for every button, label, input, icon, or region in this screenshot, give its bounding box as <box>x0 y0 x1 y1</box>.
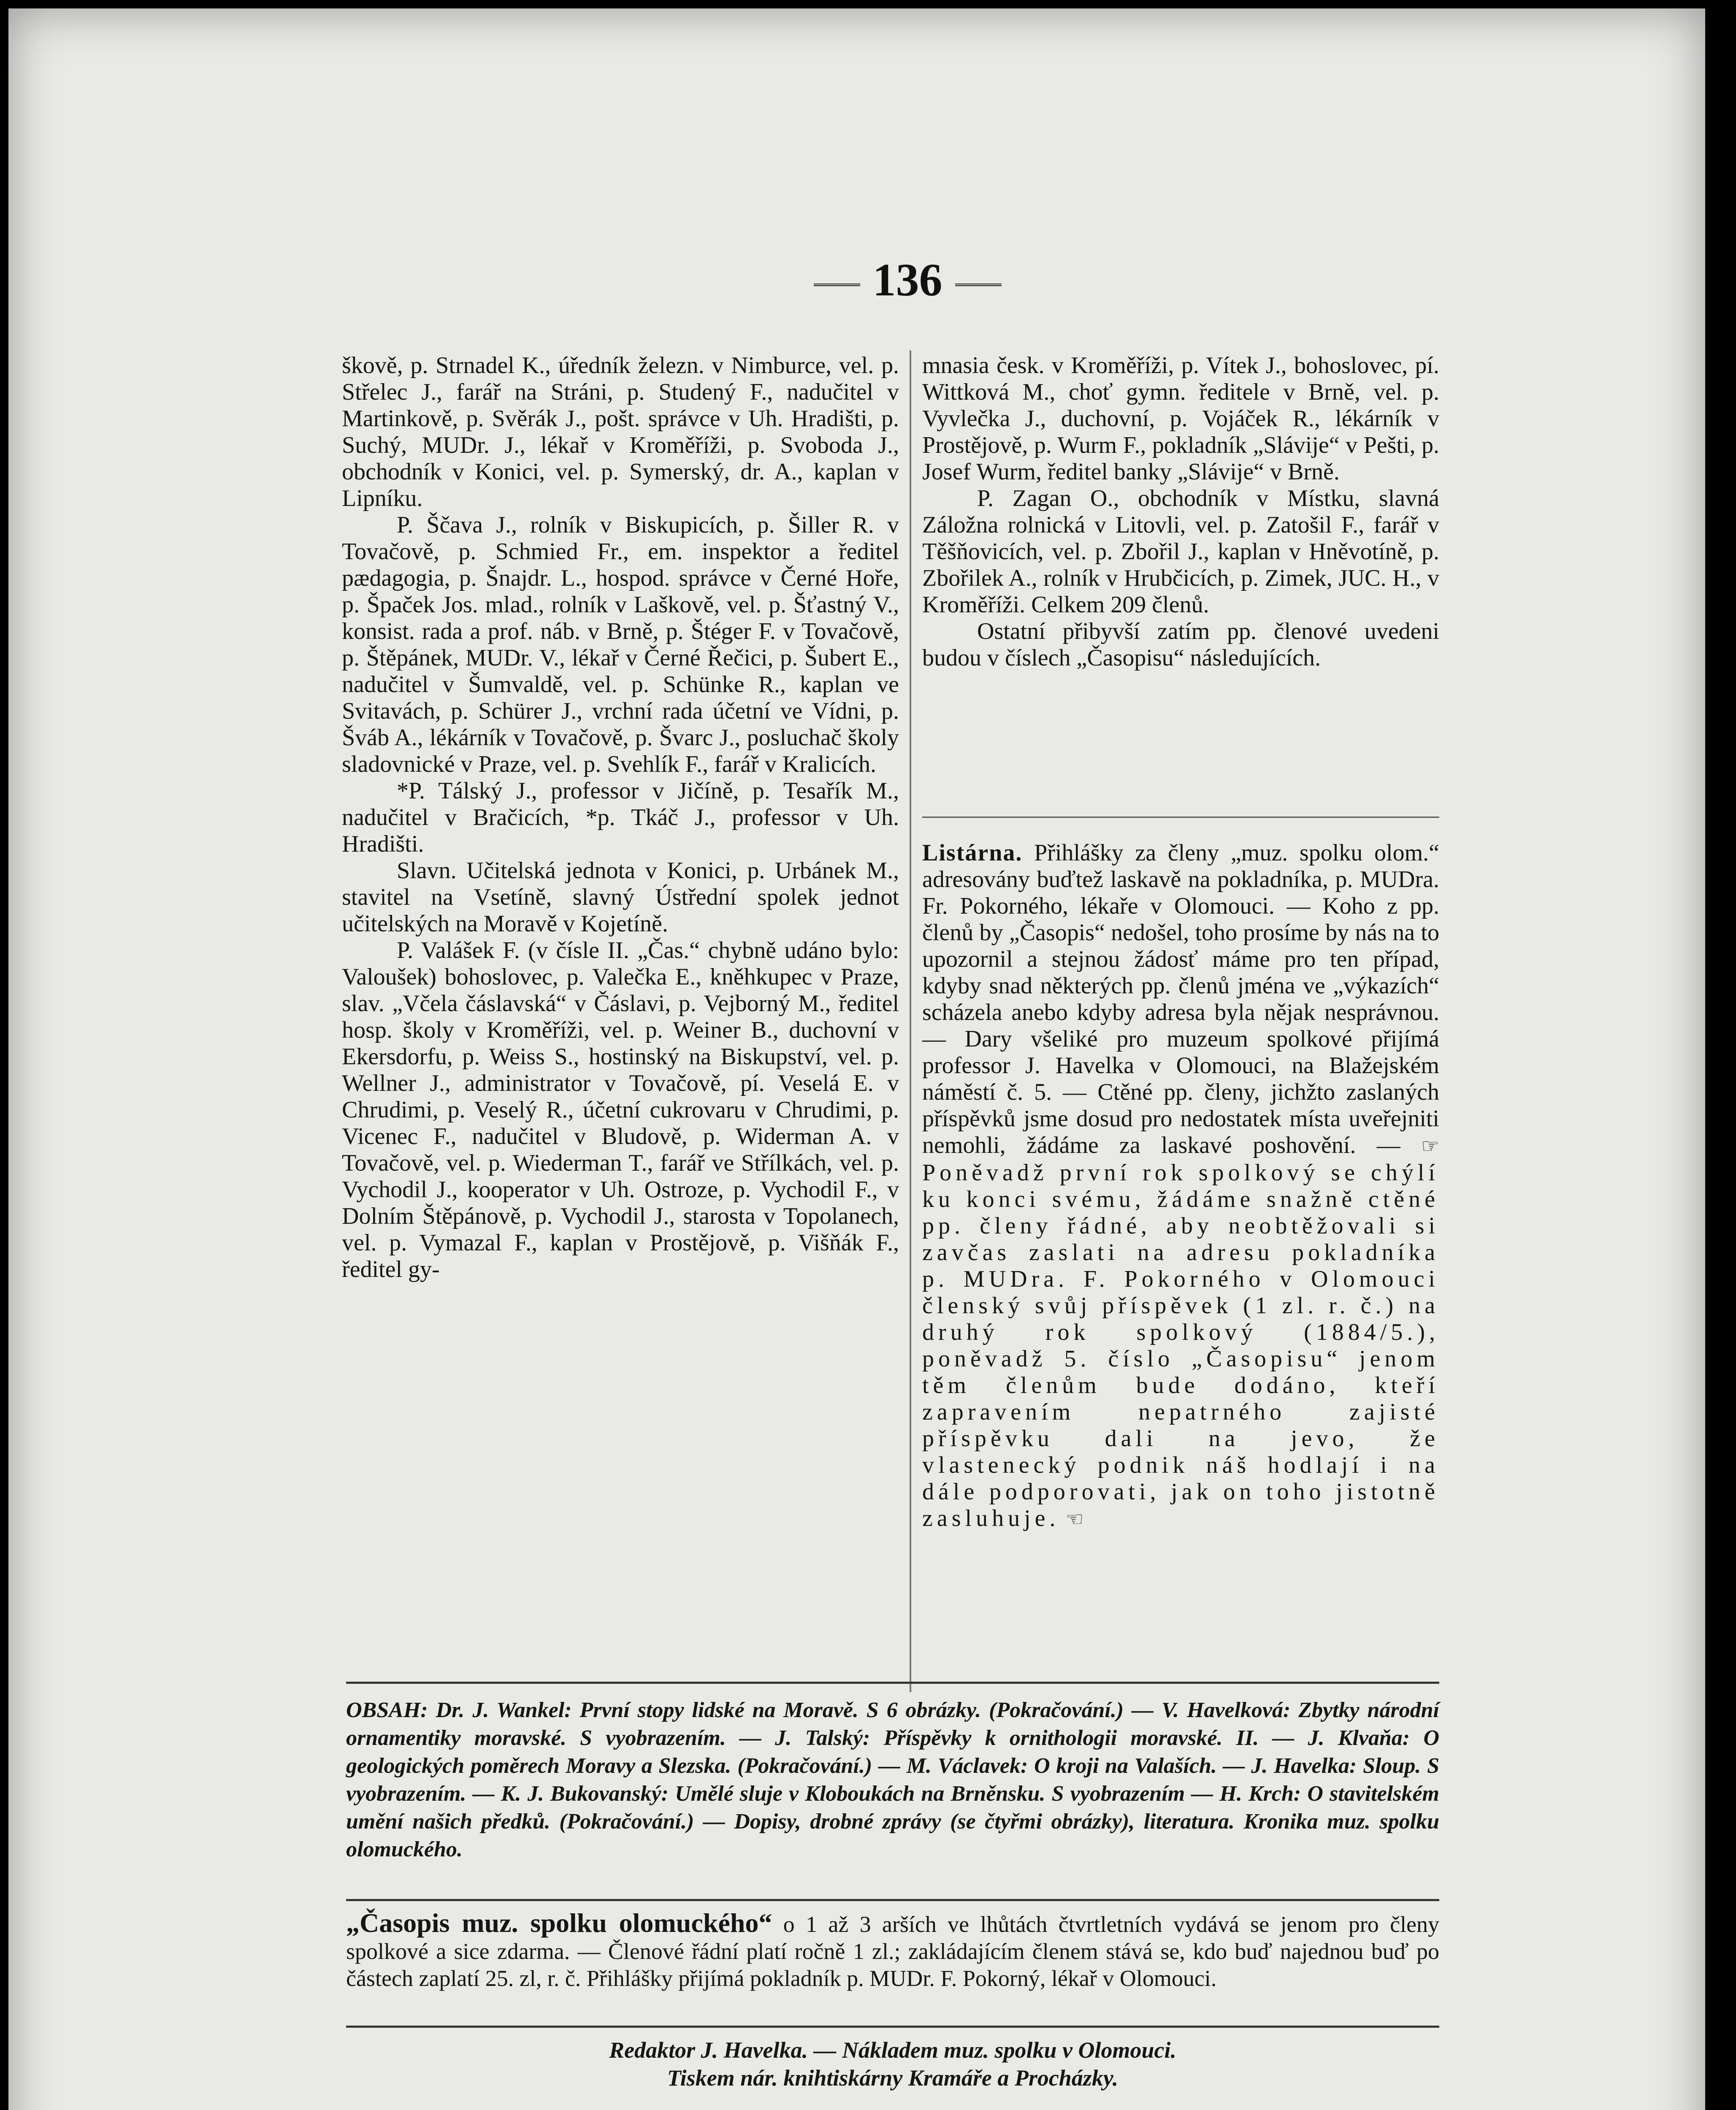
decorative-dash <box>955 284 1002 286</box>
contents-section <box>346 1696 1439 1864</box>
paragraph: *P. Tálský J., professor v Jičíně, p. Tesařík M., nadučitel v Bračicích, *p. Tkáč J., professor v Uh. Hradišti. <box>342 778 899 857</box>
paragraph: škově, p. Strnadel K., úředník železn. v Nimburce, vel. p. Střelec J., farář na Stráni, p. Studený F., nadučitel v Martinkově, p. Svěrák J., pošt. správce v Uh. Hradišti, p. Suchý, MUDr. J., lékař v Kroměříži, p. Svoboda J., obchodník v Konici, vel. p. Symerský, dr. A., kaplan v Lipníku. <box>342 352 899 511</box>
imprint-line: Redaktor J. Havelka. — Nákladem muz. spolku v Olomouci. <box>609 2037 1176 2063</box>
section-divider <box>922 817 1439 818</box>
imprint-line: Tiskem nár. knihtiskárny Kramáře a Procházky. <box>667 2065 1119 2091</box>
paragraph: mnasia česk. v Kroměříži, p. Vítek J., bohoslovec, pí. Wittková M., choť gymn. ředitele v Brně, vel. p. Vyvlečka J., duchovní, p. Vojáček R., lékárník v Prostějově, p. Wurm F., pokladník „Slávije“ v Pešti, p. Josef Wurm, ředitel banky „Slávije“ v Brně. <box>922 352 1439 485</box>
left-column <box>342 352 899 1283</box>
page-number: 136 <box>872 254 942 306</box>
horizontal-rule <box>346 2026 1439 2028</box>
listarna-notice: Poněvadž první rok spolkový se chýlí ku konci svému, žádáme snažně ctěné pp. členy řádné, aby neobtěžovali si zavčas zaslati na adresu pokladníka p. MUDra. F. Pokorného v Olomouci členský svůj příspěvek (1 zl. r. č.) na druhý rok spolkový (1884/5.), poněvadž 5. číslo „Časopisu“ jenom těm členům bude dodáno, kteří zapravením nepatrného zajisté příspěvku dali na jevo, že vlastenecký podnik náš hodlají i na dále podporovati, jak on toho jistotně zasluhuje. <box>922 1160 1439 1531</box>
paragraph: P. Ščava J., rolník v Biskupicích, p. Šiller R. v Tovačově, p. Schmied Fr., em. inspektor a ředitel pædagogia, p. Šnajdr. L., hospod. správce v Černé Hoře, p. Špaček Jos. mlad., rolník v Laškově, vel. p. Šťastný V., konsist. rada a prof. náb. v Brně, p. Štéger F. v Tovačově, p. Štěpánek, MUDr. V., lékař v Černé Řečici, p. Šubert E., nadučitel v Šumvaldě, vel. p. Schünke R., kaplan ve Svitavách, p. Schürer J., vrchní rada účetní ve Vídni, p. Šváb A., lékárník v Tovačově, p. Švarc J., posluchač školy sladovnické v Praze, vel. p. Svehlík F., farář v Kralicích. <box>342 512 899 777</box>
casopis-text: o 1 až 3 arších ve lhůtách čtvrtletních vydává se jenom pro členy spolkové a sice zdarma. — Členové řádní platí ročně 1 zl.; zakládajícím členem stává se, kdo buď najednou buď po částech zaplatí 25. zl, r. č. Přihlášky přijímá pokladník p. MUDr. F. Pokorný, lékař v Olomouci. <box>346 1912 1440 1991</box>
paragraph: P. Zagan O., obchodník v Místku, slavná Záložna rolnická v Litovli, vel. p. Zatošil F., farář v Těšňovicích, vel. p. Zbořil J., kaplan v Hněvotíně, p. Zbořilek A., rolník v Hrubčicích, p. Zimek, JUC. H., v Kroměříži. Celkem 209 členů. <box>922 485 1439 618</box>
listarna-heading: Listárna. <box>922 840 1023 866</box>
paragraph: Slavn. Učitelská jednota v Konici, p. Urbánek M., stavitel na Vsetíně, slavný Ústřední spolek jednot učitelských na Moravě v Kojetíně. <box>342 858 899 937</box>
paragraph: Ostatní přibyvší zatím pp. členové uvedeni budou v číslech „Časopisu“ následujících. <box>922 618 1439 671</box>
horizontal-rule <box>346 1682 1439 1684</box>
imprint <box>346 2036 1439 2092</box>
right-column <box>922 352 1439 671</box>
paragraph: P. Valášek F. (v čísle II. „Čas.“ chybně udáno bylo: Valoušek) bohoslovec, p. Valečka E., kněhkupec v Praze, slav. „Včela čáslavská“ v Čáslavi, p. Vejborný M., ředitel hosp. školy v Kroměříži, vel. p. Weiner B., duchovní v Ekersdorfu, p. Weiss S., hostinský na Biskupství, vel. p. Wellner J., administrator v Tovačově, pí. Veselá E. v Chrudimi, p. Veselý R., účetní cukrovaru v Chrudimi, p. Vicenec F., nadučitel v Bludově, p. Widerman A. v Tovačově, vel. p. Wiederman T., farář ve Střílkách, vel. p. Vychodil J., kooperator v Uh. Ostroze, p. Vychodil F., v Dolním Štěpánově, p. Vychodil J., starosta v Topolanech, vel. p. Vymazal F., kaplan v Prostějově, p. Višňák F., ředitel gy- <box>342 937 899 1282</box>
contents-label: OBSAH: <box>346 1698 428 1722</box>
pointing-hand-right-icon: ☞ <box>1421 1135 1440 1158</box>
casopis-title: „Časopis muz. spolku olomuckého“ <box>346 1908 772 1938</box>
decorative-dash <box>814 284 860 286</box>
listarna-text: Přihlášky za členy „muz. spolku olom.“ adresovány buďtež laskavě na pokladníka, p. MUDra. Fr. Pokorného, lékaře v Olomouci. — Koho z pp. členů by „Časopis“ nedošel, toho prosíme by nás na to upozornil a stejnou žádosť máme pro ten případ, kdyby snad některých pp. členů jména ve „výkazích“ scházela anebo kdyby adresa byla nějak nesprávnou. — Dary všeliké pro muzeum spolkové přijímá professor J. Havelka v Olomouci, na Blažejském náměstí č. 5. — Ctěné pp. členy, jichžto zaslaných příspěvků jsme dosud pro nedostatek místa uveřejniti nemohli, žádáme za laskavé poshovění. — <box>922 840 1439 1158</box>
listarna-section <box>922 840 1439 1533</box>
horizontal-rule <box>346 1899 1439 1901</box>
page-number-header <box>718 253 1097 307</box>
column-divider <box>910 350 911 1692</box>
contents-text: Dr. J. Wankel: První stopy lidské na Moravě. S 6 obrázky. (Pokračování.) — V. Havelková: Zbytky národní ornamentiky moravské. S vyobrazením. — J. Talský: Příspěvky k ornithologii moravské. II. — J. Klvaňa: O geologických poměrech Moravy a Slezska. (Pokračování.) — M. Václavek: O kroji na Valaších. — J. Havelka: Sloup. S vyobrazením. — K. J. Bukovanský: Umělé sluje v Kloboukách na Brněnsku. S vyobrazením — H. Krch: O stavitelském umění našich předků. (Pokračování.) — Dopisy, drobné zprávy (se čtyřmi obrázky), literatura. Kronika muz. spolku olomuckého. <box>346 1698 1440 1861</box>
casopis-notice <box>346 1910 1439 1992</box>
pointing-hand-left-icon: ☜ <box>1065 1508 1084 1531</box>
